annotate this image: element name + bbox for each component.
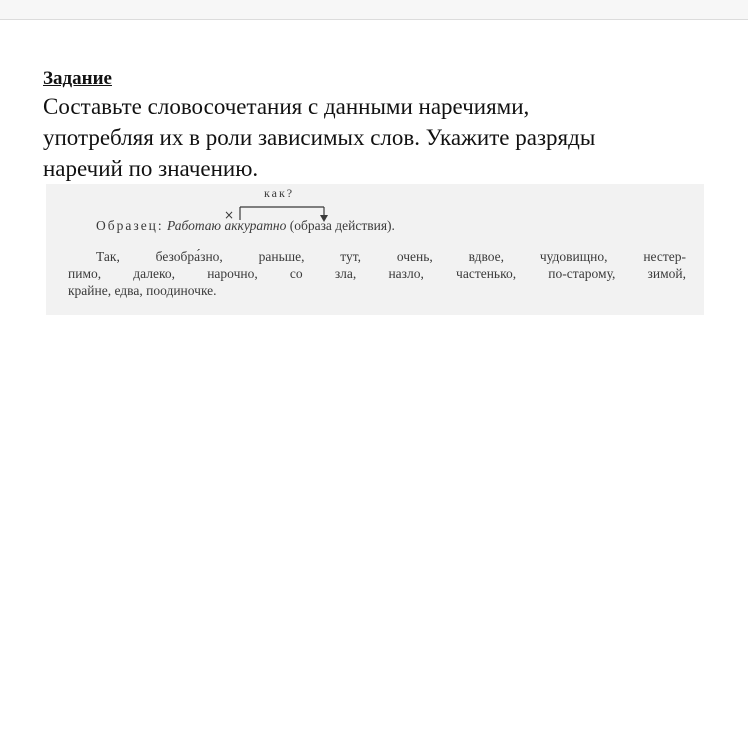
- sample-label: Образец:: [96, 218, 164, 233]
- task-text: [43, 91, 723, 184]
- adverb-line: крайне, едва, поодиночке.: [68, 283, 217, 298]
- question-label: как?: [264, 186, 295, 200]
- adverb-line: Так, безобра́зно, раньше, тут, очень, вдвое, чудовищно, нестер-: [96, 249, 686, 264]
- task-text-line: наречий по значению.: [43, 156, 259, 181]
- adverb-line: пимо, далеко, нарочно, со зла, назло, частенько, по-старому, зимой,: [68, 266, 686, 281]
- textbook-scan: [46, 184, 704, 315]
- sample-phrase: Работаю аккуратно: [167, 218, 287, 233]
- cross-mark: ×: [224, 208, 235, 222]
- task-text-line: Составьте словосочетания с данными наречиями,: [43, 94, 530, 119]
- adverb-list: [68, 248, 686, 299]
- task-text-line: употребляя их в роли зависимых слов. Укажите разряды: [43, 125, 596, 150]
- top-bar: [0, 0, 748, 20]
- sample-line: [96, 217, 395, 234]
- task-title: Задание: [43, 68, 112, 89]
- sample-category: (образа действия).: [289, 218, 395, 233]
